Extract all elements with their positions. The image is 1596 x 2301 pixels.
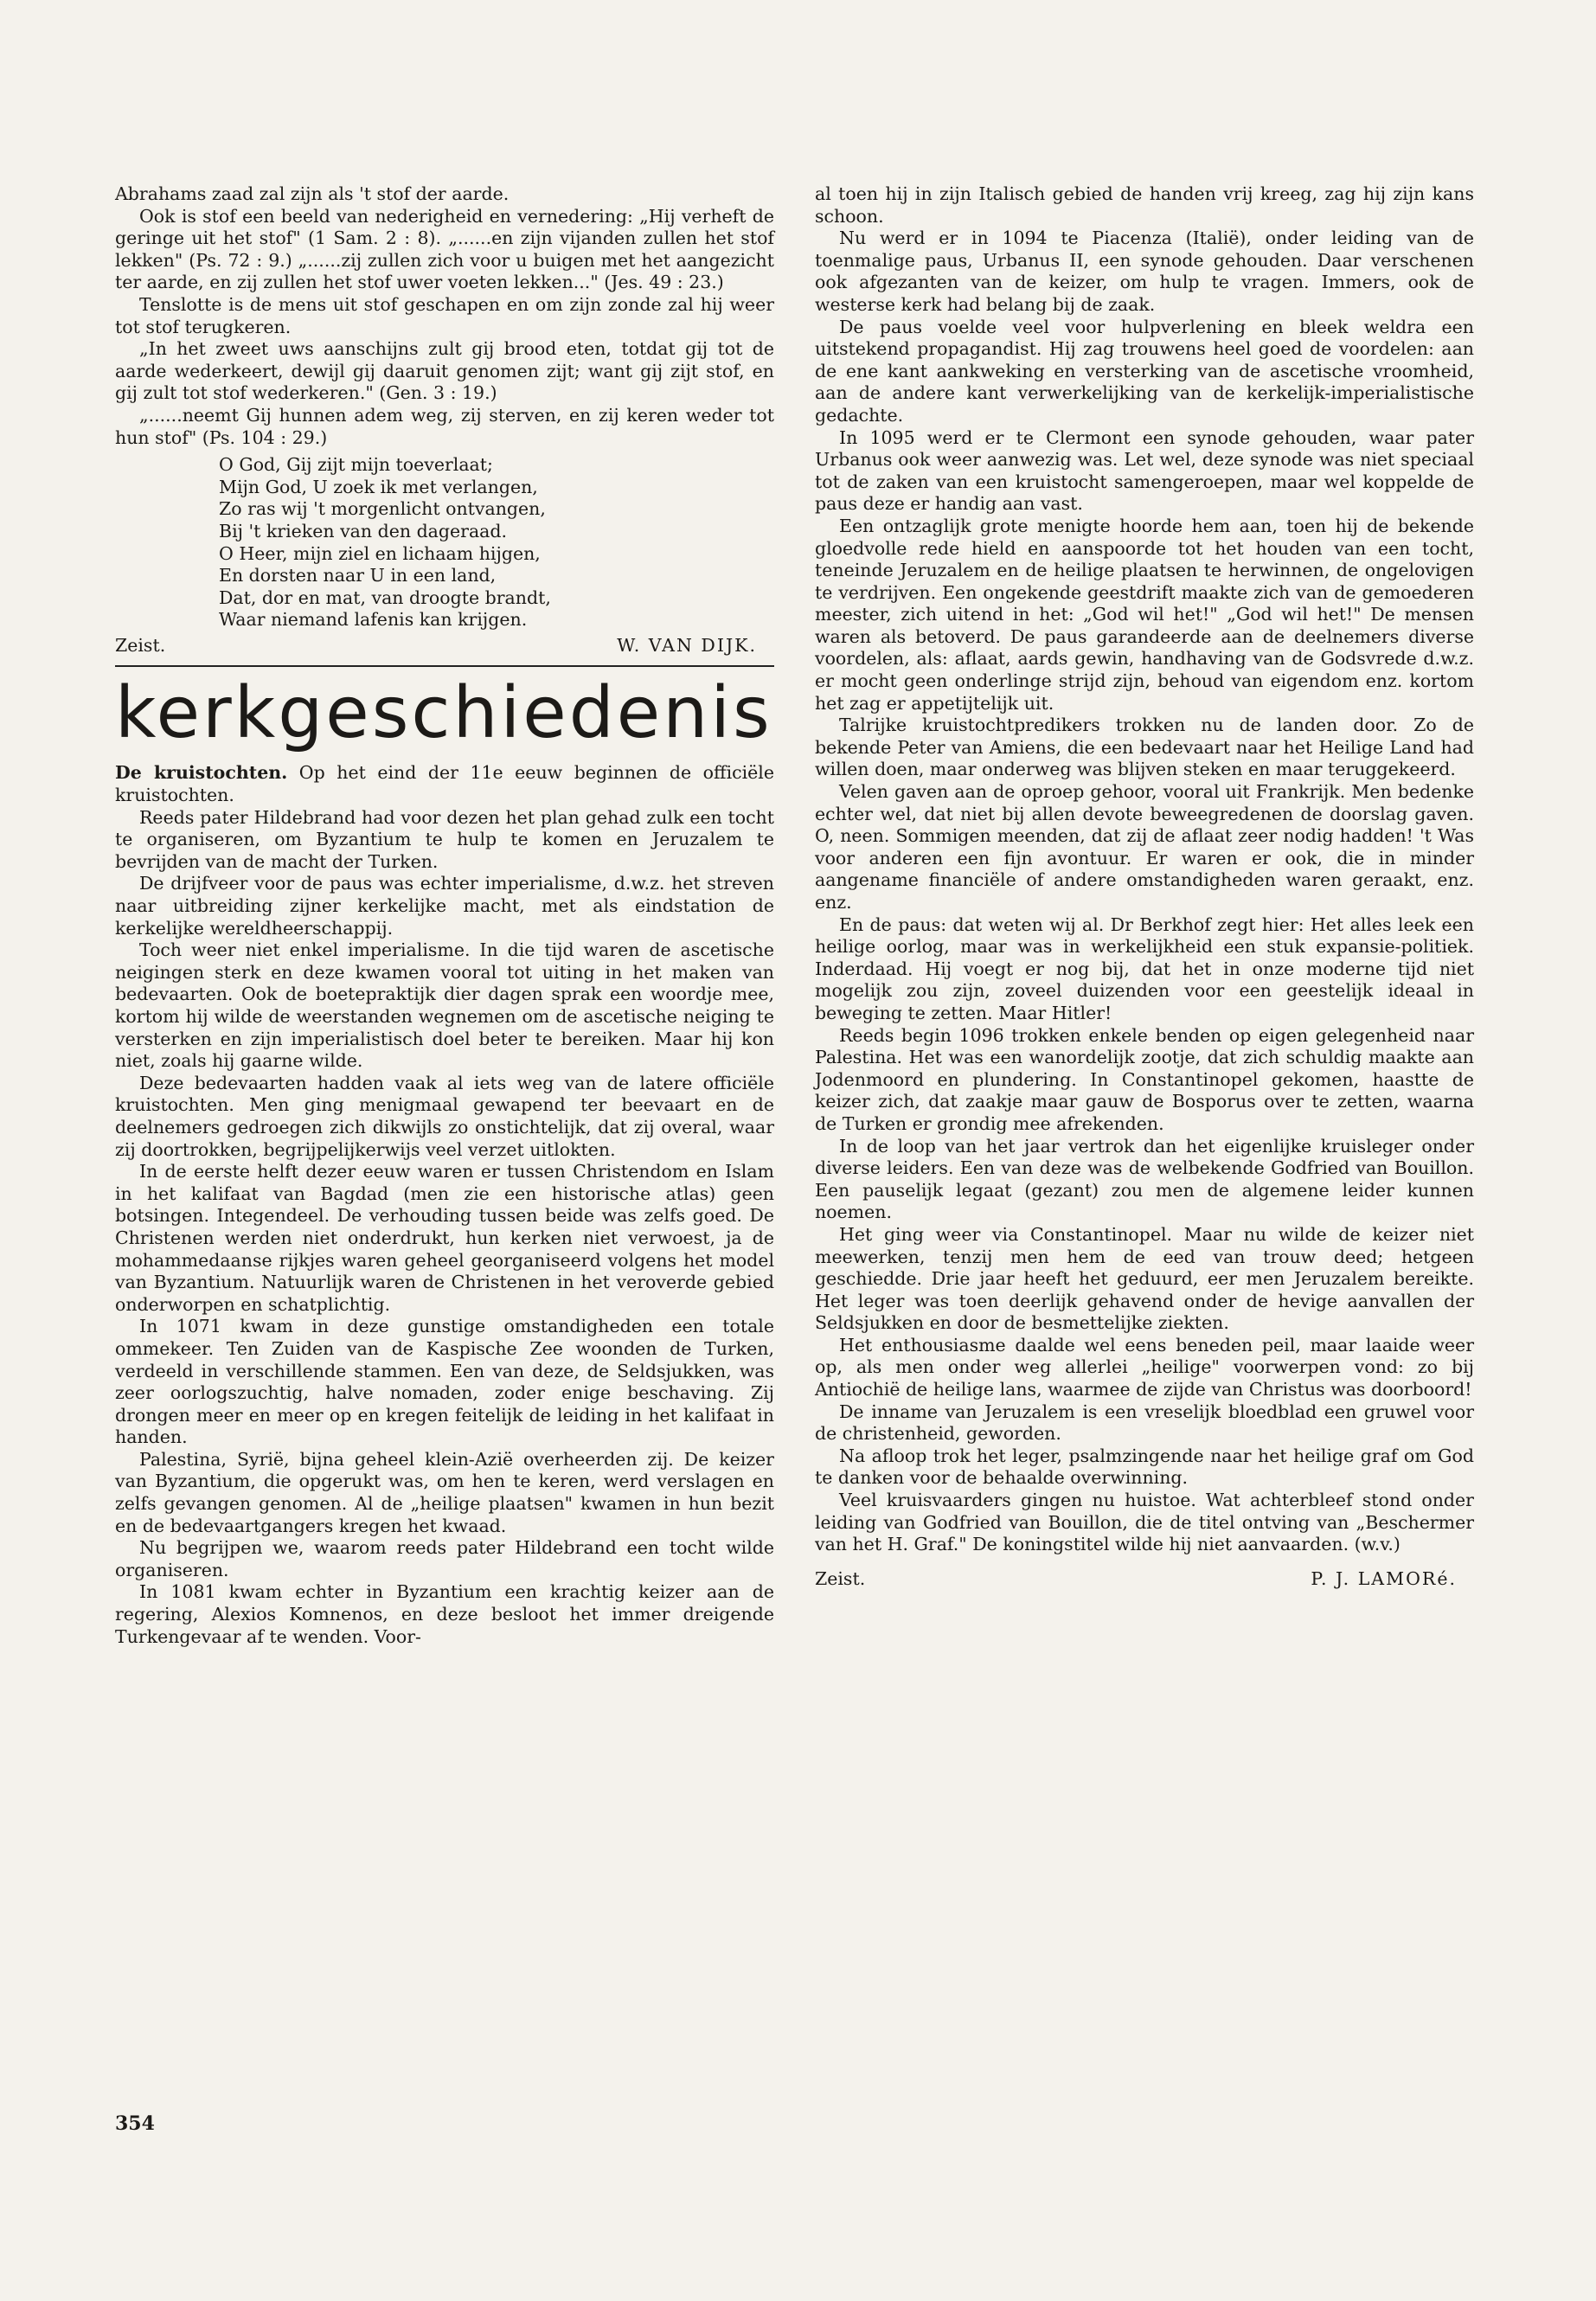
psalm-poem xyxy=(219,454,774,631)
poem-line: Dat, dor en mat, van droogte brandt, xyxy=(219,586,551,608)
section-heading: kerkgeschiedenis xyxy=(115,672,772,755)
article-paragraph: Het enthousiasme daalde wel eens beneden peil, maar laaide weer op, als men onder weg allerlei „heilige" voorwerpen vond: zo bij Antiochië de heilige lans, waarmee de zijde van Christus was doorboord! xyxy=(815,1334,1474,1400)
poem-line: Mijn God, U zoek ik met verlangen, xyxy=(219,476,538,497)
intro-paragraph: „In het zweet uws aanschijns zult gij brood eten, totdat gij tot de aarde wederkeert, dewijl gij daaruit genomen zijt; want gij zijt stof, en gij zult tot stof wederkeren." (Gen. 3 : 19.) xyxy=(115,338,774,404)
intro-paragraph: Ook is stof een beeld van nederigheid en vernedering: „Hij verheft de geringe uit het stof" (1 Sam. 2 : 8). „......en zijn vijanden zullen het stof lekken" (Ps. 72 : 9.) „......zij zullen zich voor u buigen met het aangezicht ter aarde, en zij zullen het stof uwer voeten lekken..." (Jes. 49 : 23.) xyxy=(115,205,774,293)
signature-lamore xyxy=(815,1568,1474,1591)
right-column xyxy=(815,183,1474,1590)
kicker-text: Op het eind der 11e eeuw beginnen de officiële kruistochten. xyxy=(115,762,774,806)
article-paragraph: Deze bedevaarten hadden vaak al iets weg van de latere officiële kruistochten. Men ging menigmaal gewapend ter beevaart en de deelnemers gedroegen zich dikwijls zo onstichtelijk, dat zij overal, waar zij doortrokken, begrijpelijkerwijs veel verzet uitlokten. xyxy=(115,1072,774,1160)
article-paragraph: Het ging weer via Constantinopel. Maar nu wilde de keizer niet meewerken, tenzij men hem de eed van trouw deed; hetgeen geschiedde. Drie jaar heeft het geduurd, eer men Jeruzalem bereikte. Het leger was toen deerlijk gehavend onder de hevige aanvallen der Seldsjukken en door de besmettelijke ziekten. xyxy=(815,1223,1474,1334)
article-paragraph: De drijfveer voor de paus was echter imperialisme, d.w.z. het streven naar uitbreiding zijner kerkelijke macht, met als eindstation de kerkelijke wereldheerschappij. xyxy=(115,873,774,939)
article-paragraph: Nu begrijpen we, waarom reeds pater Hildebrand een tocht wilde organiseren. xyxy=(115,1537,774,1580)
article-paragraph: In de loop van het jaar vertrok dan het eigenlijke kruisleger onder diverse leiders. Een van deze was de welbekende Godfried van Bouillon. Een pauselijk legaat (gezant) zou men de algemene leider kunnen noemen. xyxy=(815,1135,1474,1223)
article-paragraph: Velen gaven aan de oproep gehoor, vooral uit Frankrijk. Men bedenke echter wel, dat niet bij allen devote beweegredenen de doorslag gaven. O, neen. Sommigen meenden, dat zij de aflaat zeer nodig hadden! 't Was voor anderen een fijn avontuur. Er waren er ook, die in minder aangename financiële of andere omstandigheden waren geraakt, enz. enz. xyxy=(815,781,1474,913)
kicker-title: De kruistochten. xyxy=(115,762,288,784)
article-paragraph: De paus voelde veel voor hulpverlening en bleek weldra een uitstekend propagandist. Hij zag trouwens heel goed de voordelen: aan de ene kant aankweking en versterking van de ascetische vroomheid, aan de andere kant verwerkelijking van de kerkelijk-imperialistische gedachte. xyxy=(815,316,1474,426)
intro-paragraph: „......neemt Gij hunnen adem weg, zij sterven, en zij keren weder tot hun stof" (Ps. 104 : 29.) xyxy=(115,404,774,448)
intro-text xyxy=(115,183,774,449)
article-paragraph: In 1071 kwam in deze gunstige omstandigheden een totale ommekeer. Ten Zuiden van de Kaspische Zee woonden de Turken, verdeeld in verschillende stammen. Een van deze, de Seldsjukken, was zeer oorlogszuchtig, halve nomaden, zoder enige beschaving. Zij drongen meer en meer op en kregen feitelijk de leiding in het kalifaat in handen. xyxy=(115,1316,774,1448)
article-paragraph: En de paus: dat weten wij al. Dr Berkhof zegt hier: Het alles leek een heilige oorlog, maar was in werkelijkheid een stuk expansie-politiek. Inderdaad. Hij voegt er nog bij, dat het in onze moderne tijd niet mogelijk zou zijn, zoveel duizenden voor een geestelijk ideaal in beweging te zetten. Maar Hitler! xyxy=(815,913,1474,1023)
article-paragraph: Nu werd er in 1094 te Piacenza (Italië), onder leiding van de toenmalige paus, Urbanus II, een synode gehouden. Daar verschenen ook afgezanten van de keizer, om hulp te vragen. Immers, ook de westerse kerk had belang bij de zaak. xyxy=(815,228,1474,315)
intro-paragraph: Tenslotte is de mens uit stof geschapen en om zijn zonde zal hij weer tot stof terugkeren. xyxy=(115,293,774,337)
article-paragraph: Toch weer niet enkel imperialisme. In die tijd waren de ascetische neigingen sterk en deze kwamen vooral tot uiting in het maken van bedevaarten. Ook de boetepraktijk dier dagen sprak een woordje mee, kortom hij wilde de weerstanden wegnemen om de ascetische neiging te versterken en zijn imperialistisch doel beter te bereiken. Maar hij kon niet, zoals hij gaarne wilde. xyxy=(115,939,774,1072)
signature-place: Zeist. xyxy=(115,634,166,656)
article-paragraph: Reeds pater Hildebrand had voor dezen het plan gehad zulk een tocht te organiseren, om Byzantium te hulp te komen en Jeruzalem te bevrijden van de macht der Turken. xyxy=(115,806,774,872)
article-paragraph: Talrijke kruistochtpredikers trokken nu de landen door. Zo de bekende Peter van Amiens, die een bedevaart naar het Heilige Land had willen doen, maar onderweg was blijven steken en maar teruggekeerd. xyxy=(815,715,1474,780)
article-paragraph: Na afloop trok het leger, psalmzingende naar het heilige graf om God te danken voor de behaalde overwinning. xyxy=(815,1445,1474,1489)
article-paragraph: De inname van Jeruzalem is een vreselijk bloedblad een gruwel voor de christenheid, geworden. xyxy=(815,1400,1474,1445)
left-column xyxy=(115,183,774,1648)
poem-line: Waar niemand lafenis kan krijgen. xyxy=(219,609,528,631)
poem-line: Bij 't krieken van den dageraad. xyxy=(219,520,508,542)
intro-paragraph: Abrahams zaad zal zijn als 't stof der aarde. xyxy=(115,183,510,204)
article-paragraph: Reeds begin 1096 trokken enkele benden op eigen gelegenheid naar Palestina. Het was een wanordelijk zootje, dat zich schuldig maakte aan Jodenmoord en plundering. In Constantinopel gekomen, haastte de keizer zich, dat zaakje maar gauw de Bosporus over te zetten, waarna de Turken er grondig mee afrekenden. xyxy=(815,1024,1474,1134)
signature-name: W. VAN DIJK. xyxy=(617,634,757,656)
article-paragraph: Veel kruisvaarders gingen nu huistoe. Wat achterbleef stond onder leiding van Godfried van Bouillon, die de titel ontving van „Beschermer van het H. Graf." De koningstitel wilde hij niet aanvaarden. (w.v.) xyxy=(815,1490,1474,1555)
article-paragraph: Palestina, Syrië, bijna geheel klein-Azië overheerden zij. De keizer van Byzantium, die opgerukt was, om hen te keren, werd verslagen en zelfs gevangen genomen. Al de „heilige plaatsen" kwamen in hun bezit en de bedevaartgangers kregen het kwaad. xyxy=(115,1448,774,1536)
section-divider xyxy=(115,665,774,667)
page-number: 354 xyxy=(115,2112,155,2135)
article-paragraph: al toen hij in zijn Italisch gebied de handen vrij kreeg, zag hij zijn kans schoon. xyxy=(815,183,1474,227)
article-paragraph: In 1095 werd er te Clermont een synode gehouden, waar pater Urbanus ook weer aanwezig was. Let wel, deze synode was niet speciaal tot de zaken van een kruistocht samengeroepen, maar wel koppelde de paus deze er handig aan vast. xyxy=(815,426,1474,515)
article-paragraph: In de eerste helft dezer eeuw waren er tussen Christendom en Islam in het kalifaat van Bagdad (men zie een historische atlas) geen botsingen. Integendeel. De verhouding tussen beide was zelfs goed. De Christenen werden niet onderdrukt, hun kerken niet verwoest, ja de mohammedaanse rijkjes waren geheel georganiseerd volgens het model van Byzantium. Natuurlijk waren de Christenen in het veroverde gebied onderworpen en schatplichtig. xyxy=(115,1161,774,1315)
article-paragraph: In 1081 kwam echter in Byzantium een krachtig keizer aan de regering, Alexios Komnenos, en deze besloot het immer dreigende Turkengevaar af te wenden. Voor- xyxy=(115,1581,774,1647)
signature-name: P. J. LAMORé. xyxy=(1311,1567,1457,1589)
article-paragraph: Een ontzaglijk grote menigte hoorde hem aan, toen hij de bekende gloedvolle rede hield en aanspoorde tot het houden van een tocht, teneinde Jeruzalem en de heilige plaatsen te herwinnen, de ongelovigen te verdrijven. Een ongekende geestdrift maakte zich van de gemoederen meester, zich uitend in het: „God wil het!" „God wil het!" De mensen waren als betoverd. De paus garandeerde aan de deelnemers diverse voordelen, als: aflaat, aards gewin, handhaving van de Godsvrede d.w.z. er mocht geen onderlinge strijd zijn, behoud van eigendom enz. kortom het zag er appetijtelijk uit. xyxy=(815,515,1474,714)
poem-line: En dorsten naar U in een land, xyxy=(219,565,497,586)
signature-van-dijk xyxy=(115,635,774,657)
poem-line: O God, Gij zijt mijn toeverlaat; xyxy=(219,454,493,476)
signature-place: Zeist. xyxy=(815,1567,866,1589)
poem-line: O Heer, mijn ziel en lichaam hijgen, xyxy=(219,542,541,564)
poem-line: Zo ras wij 't morgenlicht ontvangen, xyxy=(219,498,546,520)
kicker-paragraph xyxy=(115,762,774,806)
